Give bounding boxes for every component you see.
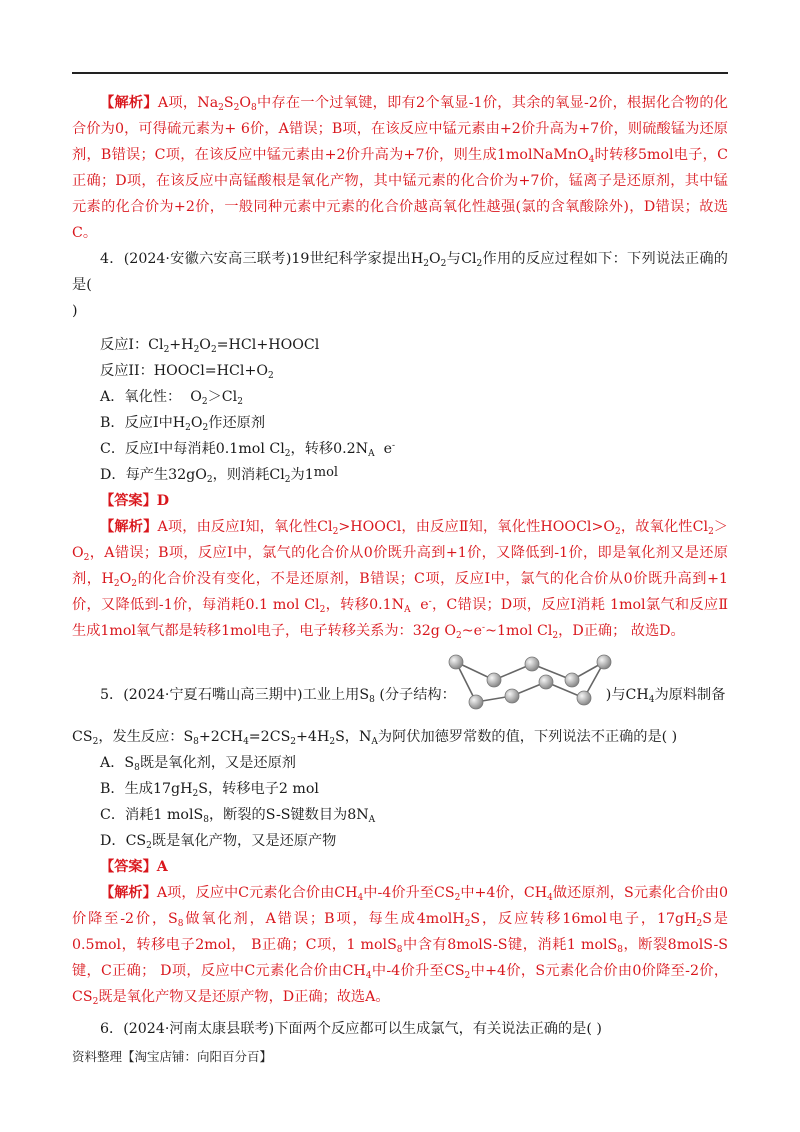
q5-option-c: C．消耗1 molS$_8$，断裂的S-S键数目为$8N_A$	[100, 807, 376, 825]
q5-stem-line	[72, 652, 728, 710]
q5-analysis: 【解析】A项，反应中C元素化合价由$CH_4$中-4价升至$CS_2$中+4价，$CH_4$做还原剂，S元素化合价由0价降至-2价，$S_8$做氧化剂，A错误；B项，每生成4molH$_2$S，反应转移16mol电子，$17gH_2S$是0.5mol，转移电子2mol， B正确；C项，1 molS$_8$中含有8molS-S键，消耗1 molS$_8$，断裂8molS-S键，C正确； D项，反应中C元素化合价由$CH_4$中-4价升至$CS_2$中+4价，S元素化合价由0价降至-2价，$CS_2$既是氧化产物又是还原产物，D正确；故选A。	[72, 885, 729, 1007]
q4-reaction-2: 反应II：$HOOCl=HCl+O_2$	[100, 363, 274, 381]
q4-option-b: B．反应I中$H_2O_2$作还原剂	[100, 415, 266, 433]
q4-answer: 【答案】D	[100, 493, 170, 509]
footer-source: 资料整理【淘宝店铺：向阳百分百】	[72, 1049, 273, 1064]
q5-answer: 【答案】A	[100, 859, 168, 875]
q4-option-a: A．氧化性： $O_2>Cl_2$	[100, 389, 243, 407]
q3-analysis: 【解析】A项，$Na_2S_2O_8$中存在一个过氧键，即有2个氧显-1价，其余的氧显-2价，根据化合物的化合价为0，可得硫元素为+ 6价，A错误；B项，在该反应中锰元素由+2价升高为+7价，则硫酸锰为还原剂，B错误；C项，在该反应中锰元素由+2价升高为+7价，则生成1molNaMnO$_4$时转移5mol电子，C正确；D项，在该反应中高锰酸根是氧化产物，其中锰元素的化合价为+7价，锰离子是还原剂，其中锰元素的化合价为+2价，一般同种元素中元素的化合价越高氧化性越强(氯的含氧酸除外)，D错误；故选C。	[72, 95, 728, 241]
q5-option-a: A．$S_8$既是氧化剂，又是还原剂	[100, 755, 296, 773]
q4-reaction-1: 反应I：$Cl_2+H_2O_2=HCl+HOOCl$	[100, 337, 320, 355]
q5-stem-continued: $CS_2$，发生反应：$S_8+2CH_4=2CS_2+4H_2S$，$N_A$为阿伏加德罗常数的值，下列说法不正确的是( )	[72, 729, 678, 747]
q5-option-d: D．$CS_2$既是氧化产物，又是还原产物	[100, 833, 337, 851]
q4-analysis: 【解析】A项，由反应Ⅰ知，氧化性$Cl_2>HOOCl$，由反应Ⅱ知，氧化性$HOOCl>O_2$，故氧化性$Cl_2>O_2$，A错误；B项，反应Ⅰ中，氯气的化合价从0价既升高到+1价，又降低到-1价，即是氧化剂又是还原剂，$H_2O_2$的化合价没有变化，不是还原剂，B错误；C项，反应Ⅰ中，氯气的化合价从0价既升高到+1价，又降低到-1价，每消耗0.1 mol $Cl_2$，转移$0.1N_A$ e-，C错误；D项，反应Ⅰ消耗 1mol氯气和反应Ⅱ生成1mol氧气都是转移1mol电子，电子转移关系为：32g $O_2\sim e^-\sim 1mol$ $Cl_2$，D正确； 故选D。	[72, 519, 728, 641]
q4-stem: 4．(2024·安徽六安高三联考)19世纪科学家提出$H_2O_2$与$Cl_2$作用的反应过程如下：下列说法正确的是( )	[72, 251, 728, 319]
q4-option-c: C．反应I中每消耗0.1mol $Cl_2$，转移$0.2N_A$ e-	[100, 441, 396, 459]
header-rule	[72, 72, 728, 74]
document-body	[72, 90, 728, 1042]
q4-option-d: D．每产生$32gO_2$，则消耗$Cl_2$为$1^{mol}$	[100, 465, 339, 485]
q6-stem: 6．(2024·河南太康县联考)下面两个反应都可以生成氯气，有关说法正确的是( )	[100, 1021, 602, 1037]
q5-option-b: B．生成$17gH_2S$，转移电子2 mol	[100, 781, 319, 799]
q5-stem: 5．(2024·宁夏石嘴山高三期中)工业上用$S_8$ (分子结构： )与$CH_4$为原料制备	[100, 687, 726, 705]
